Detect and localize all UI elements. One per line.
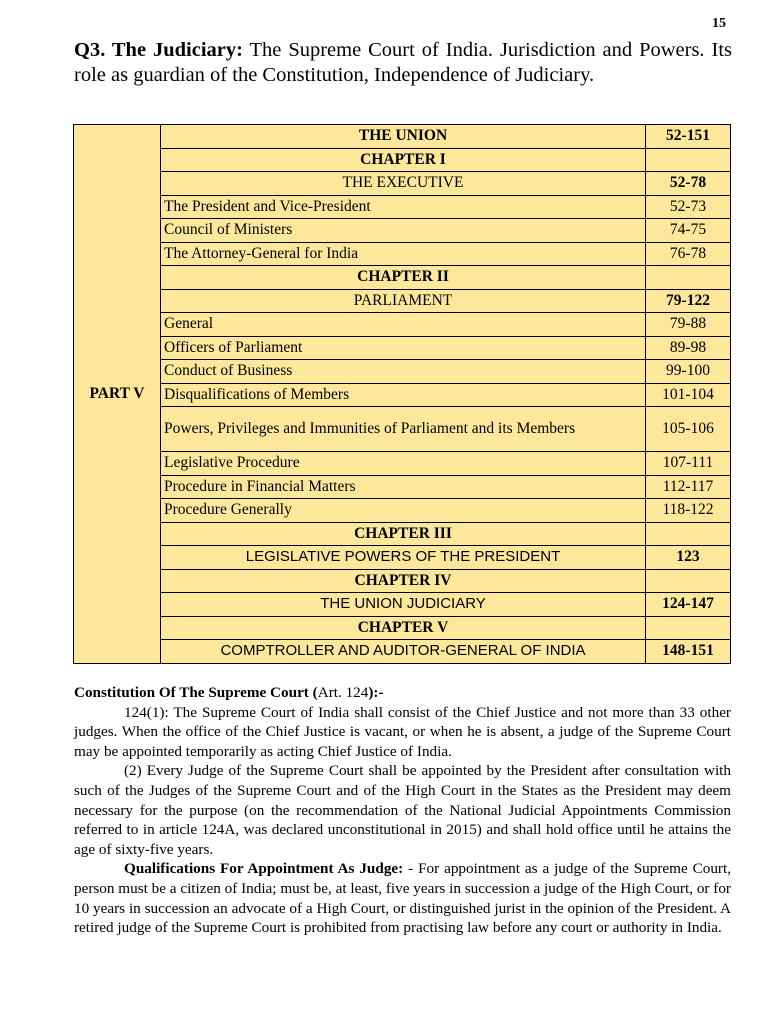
row-pages: 148-151 xyxy=(646,640,731,664)
row-title: Powers, Privileges and Immunities of Parliament and its Members xyxy=(161,407,646,452)
row-pages: 112-117 xyxy=(646,475,731,499)
row-title: CHAPTER I xyxy=(161,148,646,172)
question-text: The Supreme Court of India. Jurisdiction and Powers. Its role as guardian of the Constitution, Independence of Judiciary. xyxy=(74,39,732,86)
row-title: Procedure Generally xyxy=(161,499,646,523)
row-title: CHAPTER V xyxy=(161,616,646,640)
table-row xyxy=(74,219,731,243)
row-title: Procedure in Financial Matters xyxy=(161,475,646,499)
row-pages: 123 xyxy=(646,546,731,570)
row-pages xyxy=(646,522,731,546)
row-pages xyxy=(646,569,731,593)
row-title: THE EXECUTIVE xyxy=(161,172,646,196)
row-title: CHAPTER II xyxy=(161,266,646,290)
row-title: PARLIAMENT xyxy=(161,289,646,313)
row-pages: 101-104 xyxy=(646,383,731,407)
qualifications-label: Qualifications For Appointment As Judge: xyxy=(124,860,404,878)
row-title: Legislative Procedure xyxy=(161,452,646,476)
table-row xyxy=(74,569,731,593)
table-row xyxy=(74,360,731,384)
row-pages: 74-75 xyxy=(646,219,731,243)
table-row xyxy=(74,616,731,640)
row-title: Council of Ministers xyxy=(161,219,646,243)
table-row xyxy=(74,148,731,172)
row-pages xyxy=(646,148,731,172)
paragraph-124-2: (2) Every Judge of the Supreme Court shall be appointed by the President after consultation with such of the Judges of the Supreme Court and of the High Court in the States as the President may deem necessary for the purpose (on the recommendation of the National Judicial Appointments Commission referred to in article 124A, was declared unconstitutional in 2015) and shall hold office until he attains the age of sixty-five years. xyxy=(74,762,731,858)
table-row xyxy=(74,172,731,196)
qualifications-text: - For appointment as a judge of the Supreme Court, person must be a citizen of India; must be, at least, five years in succession a judge of the High Court, or for 10 years in succession an advocate of a High Court, or distinguished jurist in the opinion of the President. A retired judge of the Supreme Court is prohibited from practising law before any court or authority in India. xyxy=(74,860,732,937)
row-title: The Attorney-General for India xyxy=(161,242,646,266)
row-pages: 124-147 xyxy=(646,593,731,617)
row-pages: 107-111 xyxy=(646,452,731,476)
table-row xyxy=(74,640,731,664)
page-number: 15 xyxy=(712,16,726,31)
row-title: Officers of Parliament xyxy=(161,336,646,360)
table-row xyxy=(74,125,731,149)
table-row xyxy=(74,336,731,360)
row-pages: 118-122 xyxy=(646,499,731,523)
row-pages: 89-98 xyxy=(646,336,731,360)
question-heading xyxy=(74,38,732,88)
row-pages xyxy=(646,616,731,640)
table-row xyxy=(74,313,731,337)
row-title: CHAPTER III xyxy=(161,522,646,546)
part-label: PART V xyxy=(74,125,161,664)
table-row xyxy=(74,546,731,570)
table-row xyxy=(74,407,731,452)
row-title: LEGISLATIVE POWERS OF THE PRESIDENT xyxy=(161,546,646,570)
row-title: CHAPTER IV xyxy=(161,569,646,593)
table-row xyxy=(74,289,731,313)
question-label: Q3. The Judiciary: xyxy=(74,39,243,61)
table-row xyxy=(74,499,731,523)
section-heading: Constitution Of The Supreme Court (Art. 124):- xyxy=(74,684,384,701)
body-text xyxy=(74,683,731,938)
row-pages: 79-88 xyxy=(646,313,731,337)
row-title: COMPTROLLER AND AUDITOR-GENERAL OF INDIA xyxy=(161,640,646,664)
row-pages xyxy=(646,266,731,290)
row-title: General xyxy=(161,313,646,337)
table-row xyxy=(74,383,731,407)
article-reference: Art. 124 xyxy=(317,684,369,701)
table-row xyxy=(74,593,731,617)
row-title: The President and Vice-President xyxy=(161,195,646,219)
row-title: Conduct of Business xyxy=(161,360,646,384)
row-title: THE UNION JUDICIARY xyxy=(161,593,646,617)
part-v-contents-table xyxy=(73,124,731,664)
row-pages: 76-78 xyxy=(646,242,731,266)
row-pages: 52-78 xyxy=(646,172,731,196)
table-row xyxy=(74,452,731,476)
paragraph-124-1: 124(1): The Supreme Court of India shall consist of the Chief Justice and not more than 33 other judges. When the office of the Chief Justice is vacant, or when he is absent, a judge of the Supreme Court may be appointed temporarily as acting Chief Justice of India. xyxy=(74,703,731,760)
row-title: THE UNION xyxy=(161,125,646,149)
row-pages: 105-106 xyxy=(646,407,731,452)
row-pages: 79-122 xyxy=(646,289,731,313)
table-row xyxy=(74,522,731,546)
row-pages: 52-73 xyxy=(646,195,731,219)
row-title: Disqualifications of Members xyxy=(161,383,646,407)
table-row xyxy=(74,195,731,219)
table-row xyxy=(74,242,731,266)
row-pages: 99-100 xyxy=(646,360,731,384)
qualifications-paragraph xyxy=(74,859,731,937)
table-row xyxy=(74,475,731,499)
table-row xyxy=(74,266,731,290)
row-pages: 52-151 xyxy=(646,125,731,149)
